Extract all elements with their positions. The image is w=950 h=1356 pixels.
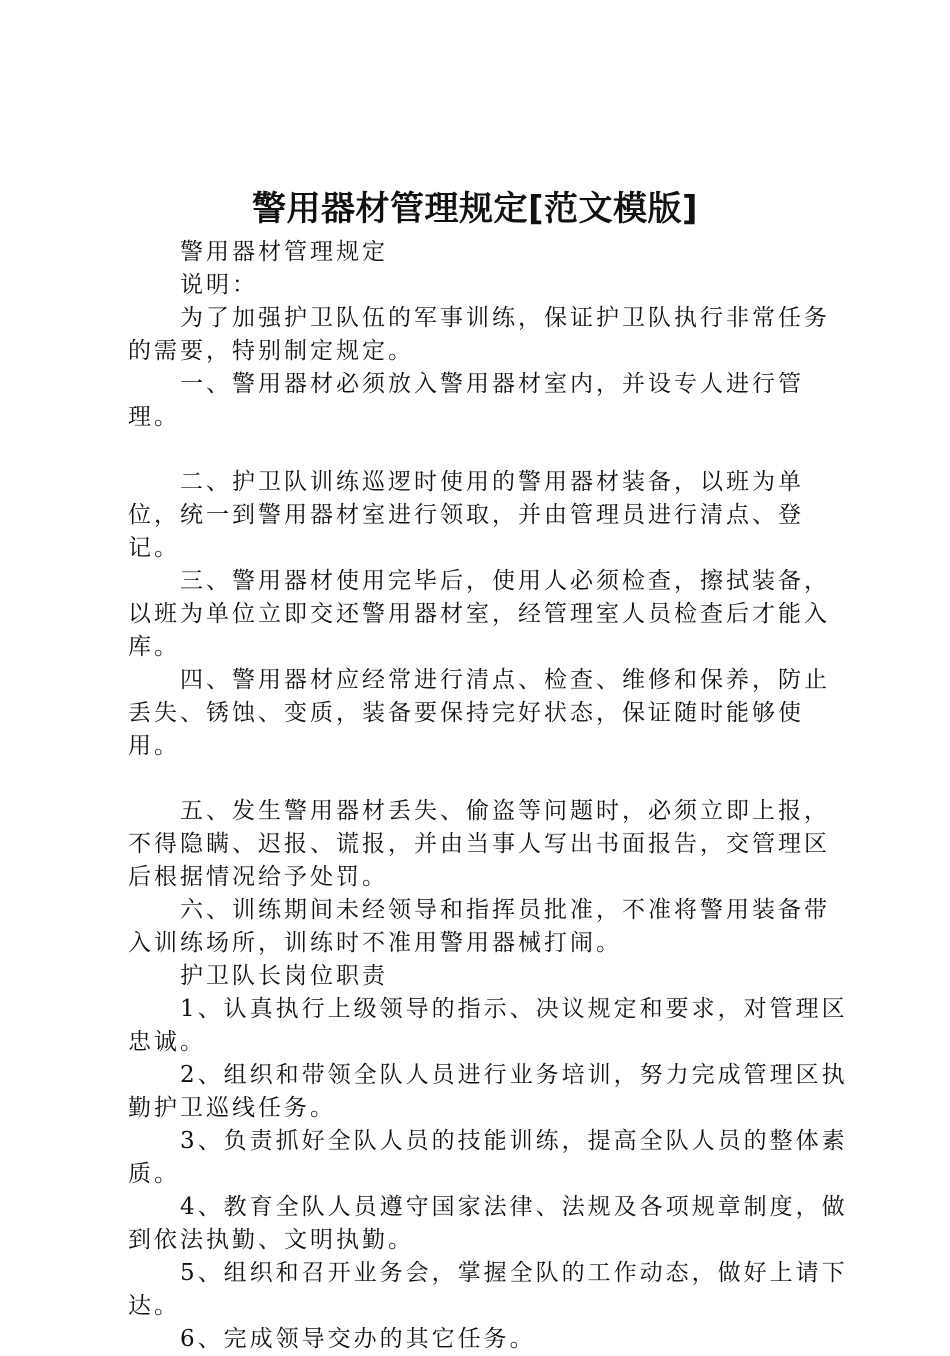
blank-line bbox=[128, 763, 848, 795]
rule-6-paragraph: 六、训练期间未经领导和指挥员批准，不准将警用装备带入训练场所，训练时不准用警用器械打闹。 bbox=[128, 897, 830, 956]
rule-4-paragraph: 四、警用器材应经常进行清点、检查、维修和保养，防止丢失、锈蚀、变质，装备要保持完好状态，保证随时能够使用。 bbox=[128, 667, 830, 759]
rule-2-paragraph: 二、护卫队训练巡逻时使用的警用器材装备，以班为单位，统一到警用器材室进行领取，并由管理员进行清点、登记。 bbox=[128, 469, 804, 561]
blank-line bbox=[128, 434, 848, 466]
duty-3-paragraph: 3、负责抓好全队人员的技能训练，提高全队人员的整体素质。 bbox=[128, 1128, 848, 1187]
purpose-paragraph: 为了加强护卫队伍的军事训练，保证护卫队执行非常任务的需要，特别制定规定。 bbox=[128, 305, 830, 364]
document-title: 警用器材管理规定[范文模版] bbox=[251, 189, 699, 229]
subtitle-paragraph: 警用器材管理规定 bbox=[180, 239, 388, 265]
duty-4-paragraph: 4、教育全队人员遵守国家法律、法规及各项规章制度，做到依法执勤、文明执勤。 bbox=[128, 1194, 848, 1253]
duty-2-paragraph: 2、组织和带领全队人员进行业务培训，努力完成管理区执勤护卫巡线任务。 bbox=[128, 1062, 848, 1121]
rule-1-paragraph: 一、警用器材必须放入警用器材室内，并设专人进行管理。 bbox=[128, 371, 804, 430]
duty-6-paragraph: 6、完成领导交办的其它任务。 bbox=[180, 1326, 536, 1352]
duty-5-paragraph: 5、组织和召开业务会，掌握全队的工作动态，做好上请下达。 bbox=[128, 1260, 848, 1319]
duty-1-paragraph: 1、认真执行上级领导的指示、决议规定和要求，对管理区忠诚。 bbox=[128, 996, 848, 1055]
document-body bbox=[128, 236, 848, 1356]
section-heading-duties: 护卫队长岗位职责 bbox=[180, 963, 388, 989]
rule-3-paragraph: 三、警用器材使用完毕后，使用人必须检查，擦拭装备，以班为单位立即交还警用器材室，经管理室人员检查后才能入库。 bbox=[128, 568, 830, 660]
explanation-label: 说明： bbox=[180, 272, 258, 298]
rule-5-paragraph: 五、发生警用器材丢失、偷盗等问题时，必须立即上报，不得隐瞒、迟报、谎报，并由当事人写出书面报告，交管理区后根据情况给予处罚。 bbox=[128, 798, 830, 890]
